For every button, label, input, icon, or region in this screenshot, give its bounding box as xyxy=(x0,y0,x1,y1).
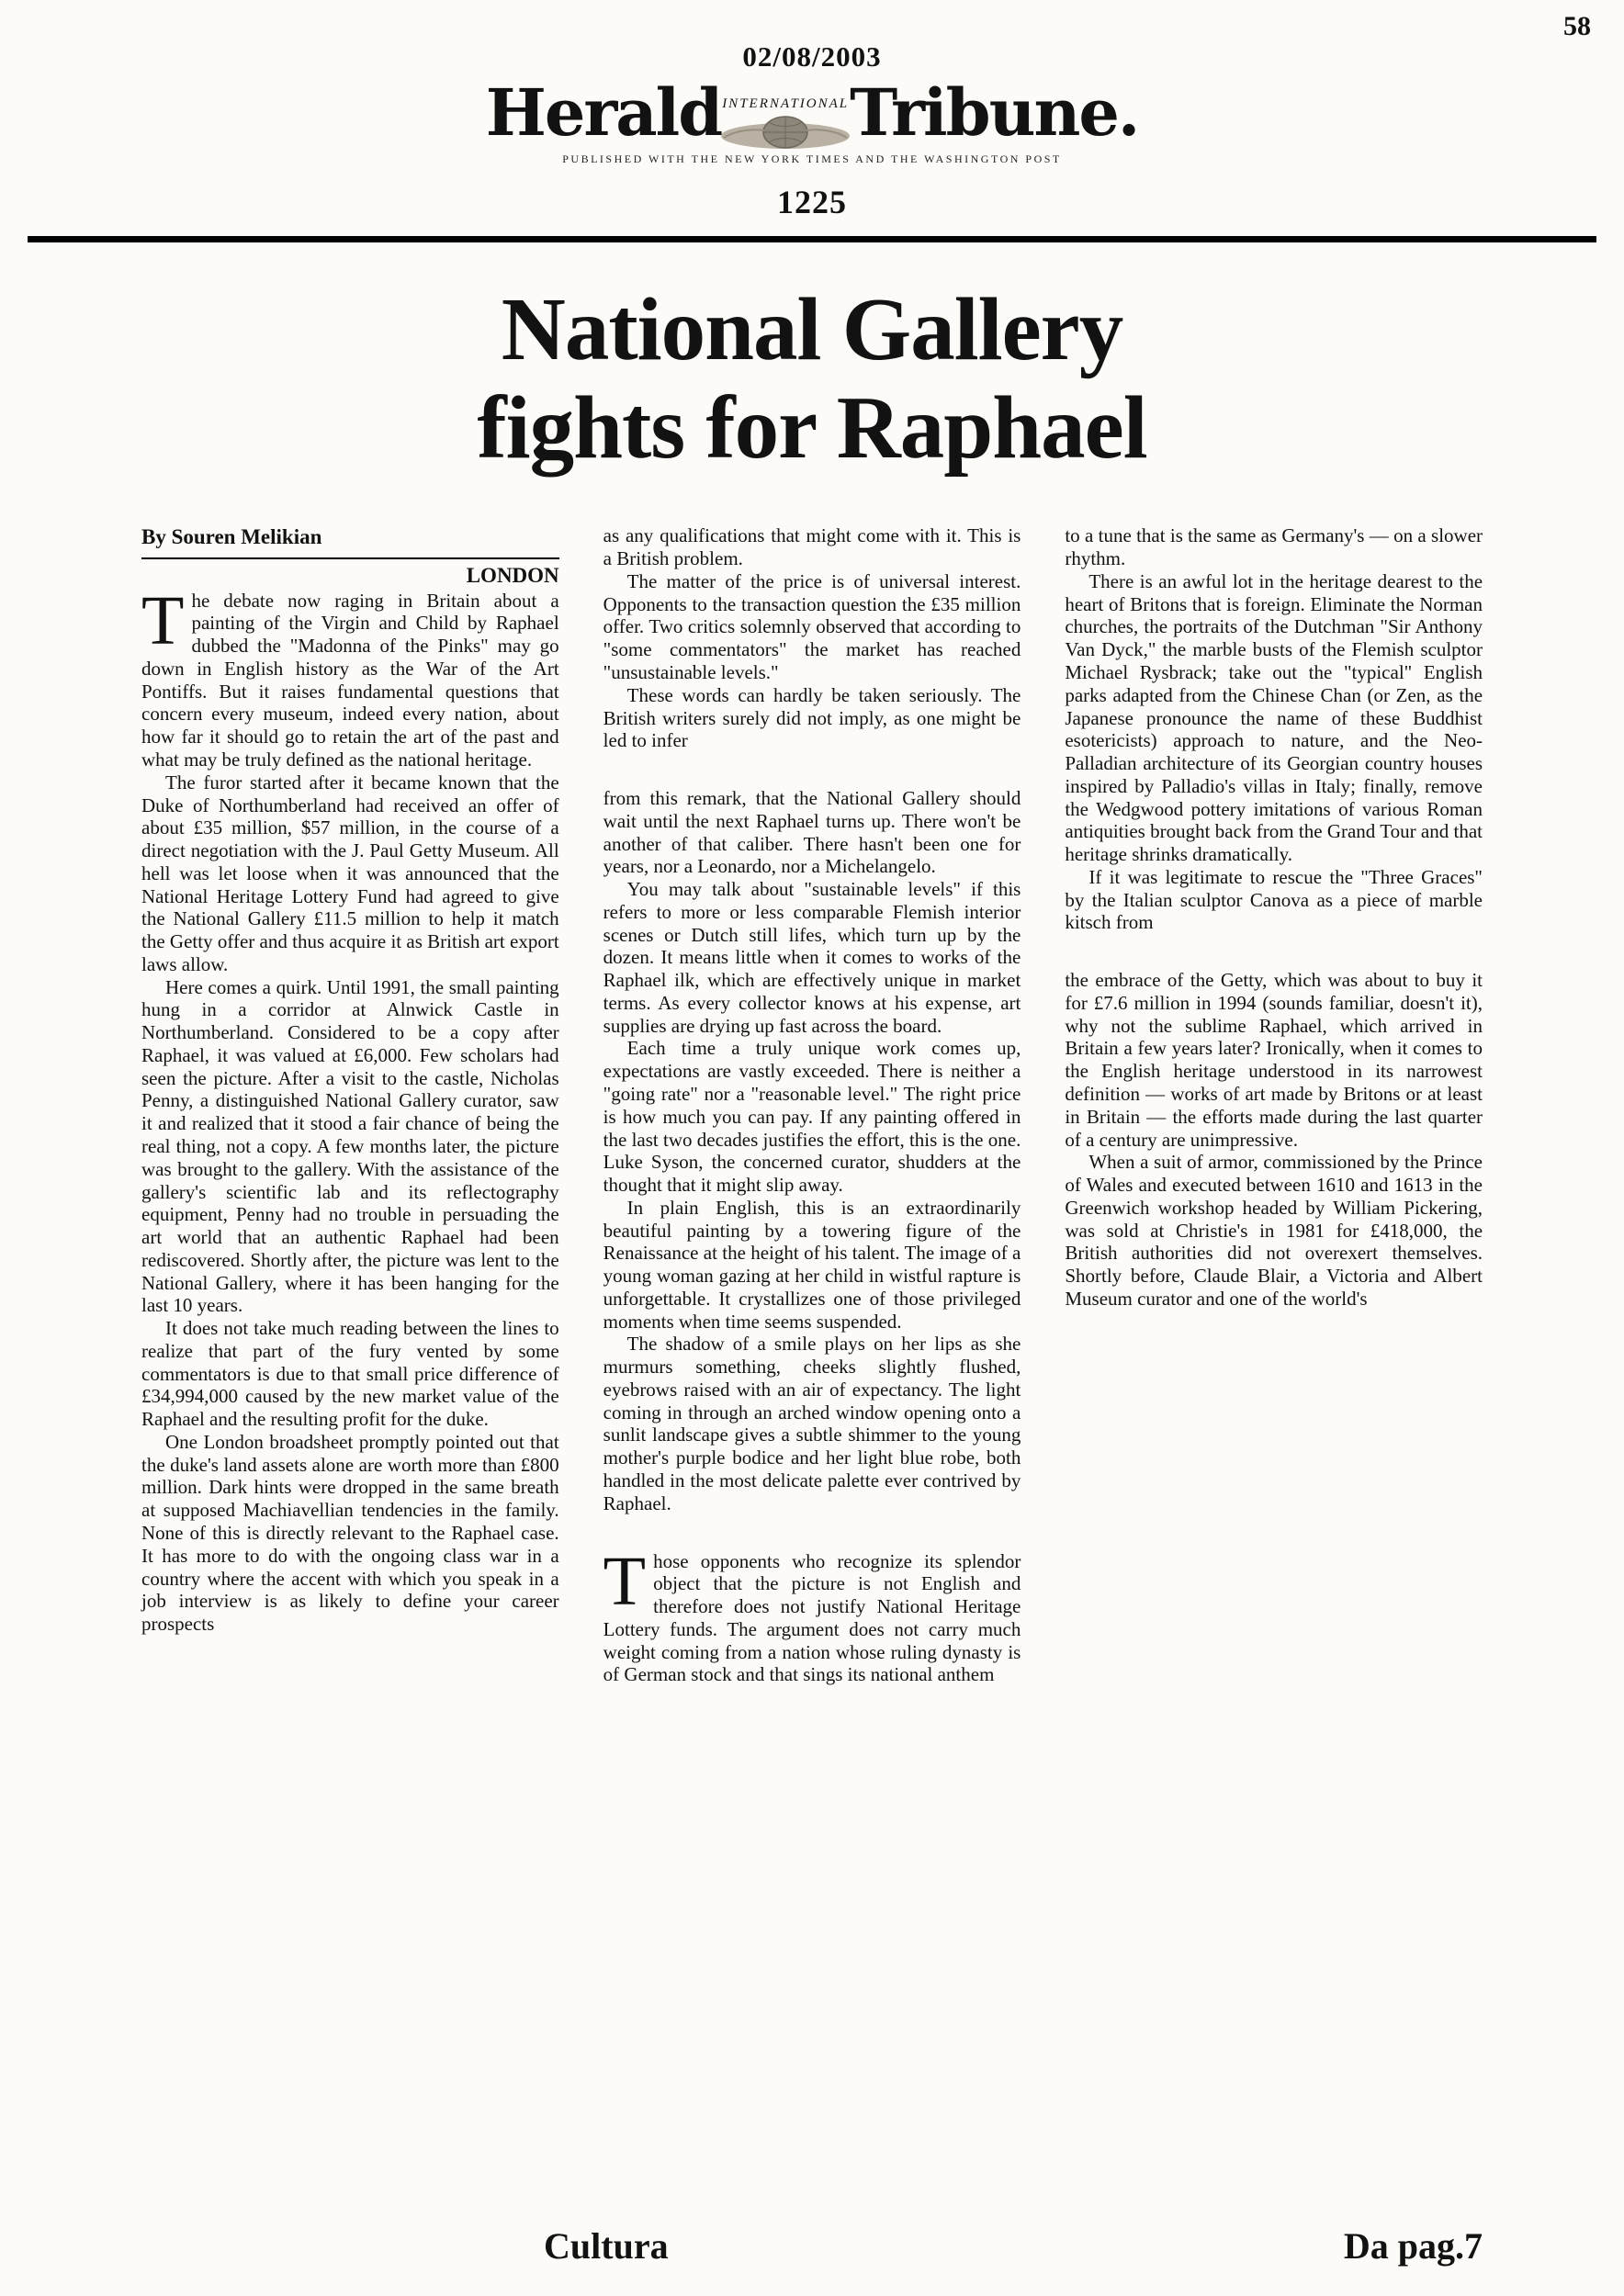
article-paragraph: It does not take much reading between the lines to realize that part of the fury vented by some commentators is due to that small price difference of £34,994,000 caused by the new market value of the Raphael and the resulting profit for the duke. xyxy=(141,1317,559,1431)
section-label: Cultura xyxy=(544,2225,669,2267)
page-footer xyxy=(141,2224,1483,2272)
article-headline xyxy=(28,281,1596,477)
byline: By Souren Melikian xyxy=(141,525,322,549)
article-paragraph: as any qualifications that might come with it. This is a British problem. xyxy=(603,524,1021,570)
issue-date: 02/08/2003 xyxy=(742,40,882,73)
article-paragraph: One London broadsheet promptly pointed out that the duke's land assets alone are worth more than £800 million. Dark hints were dropped in the same breath at supposed Machiavellian tendencies in the family. None of this is directly relevant to the Raphael case. It has more to do with the ongoing class war in a country where the accent with which you speak in a job interview is as likely to define your career prospects xyxy=(141,1430,559,1636)
drop-cap: T xyxy=(603,1542,647,1620)
article-paragraph: The matter of the price is of universal interest. Opponents to the transaction question the £35 million offer. Two critics solemnly observed that according to "some commentators" the market has reached "unsustainable levels." xyxy=(603,569,1021,683)
sheet-number: 58 xyxy=(1563,11,1591,41)
masthead-center-block xyxy=(712,96,859,151)
article-column-1 xyxy=(141,524,559,1686)
article-column-2 xyxy=(603,524,1021,1686)
article-column-3 xyxy=(1065,524,1483,1686)
article-paragraph: There is an awful lot in the heritage dearest to the heart of Britons that is foreign. Eliminate the Norman churches, the portraits of the Dutchman "Sir Anthony Van Dyck," the marble busts of the Flemish sculptor Michael Rysbrack; take out the "typical" English parks adapted from the Chinese Chan (or Zen, as the Japanese pronounce the name of these Buddhist esotericists) approach to nature, and the Neo-Palladian architecture of its Georgian country houses inspired by Palladio's villas in Italy; finally, remove the Wedgwood pottery imitations of various Roman antiquities brought back from the Grand Tour and that heritage shrinks dramatically. xyxy=(1065,569,1483,866)
edition-number: 1225 xyxy=(777,184,847,220)
article-paragraph xyxy=(603,1542,1021,1687)
article-paragraph xyxy=(141,581,559,771)
article-paragraph: These words can hardly be taken seriously. The British writers surely did not imply, as one might be led to infer xyxy=(603,683,1021,752)
headline-line-2: fights for Raphael xyxy=(477,377,1147,477)
paragraph-text: hose opponents who recognize its splendor object that the picture is not English and therefore does not justify National Heritage Lottery funds. The argument does not carry much weight coming from a nation whose ruling dynasty is of German stock and that sings its national anthem xyxy=(603,1549,1021,1686)
article-paragraph: The furor started after it became known that the Duke of Northumberland had received an offer of about £35 million, $57 million, in the course of a direct negotiation with the J. Paul Getty Museum. All hell was let loose when it was announced that the National Heritage Lottery Fund had agreed to give the National Gallery £11.5 million to help it match the Getty offer and thus acquire it as British art export laws allow. xyxy=(141,771,559,975)
drop-cap: T xyxy=(141,581,185,659)
article-paragraph: from this remark, that the National Gallery should wait until the next Raphael turns up. There won't be another of that caliber. There hasn't been one for years, nor a Leonardo, nor a Michelangelo. xyxy=(603,787,1021,878)
byline-rule xyxy=(141,557,559,559)
article-paragraph: The shadow of a smile plays on her lips as she murmurs something, cheeks slightly flushed, eyebrows raised with an air of expectancy. The light coming in through an arched window opening onto a sunlit landscape gives a subtle shimmer to the young mother's purple bodice and her light blue robe, both handled in the most delicate palette ever contrived by Raphael. xyxy=(603,1333,1021,1514)
article-paragraph: to a tune that is the same as Germany's — on a slower rhythm. xyxy=(1065,524,1483,570)
masthead-herald-wordmark: Herald xyxy=(485,74,722,151)
masthead-tagline: PUBLISHED WITH THE NEW YORK TIMES AND THE WASHINGTON POST xyxy=(562,152,1062,165)
page-reference: Da pag.7 xyxy=(1343,2225,1483,2267)
article-paragraph: When a suit of armor, commissioned by the Prince of Wales and executed between 1610 and 1613 in the Greenwich workshop headed by William Pickering, was sold at Christie's in 1981 for £418,000, the British authorities did not overexert themselves. Shortly before, Claude Blair, a Victoria and Albert Museum curator and one of the world's xyxy=(1065,1151,1483,1310)
header-rule xyxy=(28,236,1596,242)
article-paragraph: If it was legitimate to rescue the "Three Graces" by the Italian sculptor Canova as a piece of marble kitsch from xyxy=(1065,865,1483,934)
article-paragraph: Each time a truly unique work comes up, expectations are vastly exceeded. There is neither a "going rate" nor a "reasonable level." The right price is how much you can pay. If any painting offered in the last two decades justifies the effort, this is the one. Luke Syson, the concerned curator, shudders at the thought that it might slip away. xyxy=(603,1037,1021,1197)
masthead-tribune-wordmark: Tribune. xyxy=(850,74,1139,151)
masthead-globe-ornament xyxy=(716,112,854,151)
masthead xyxy=(28,74,1596,151)
article-paragraph: Here comes a quirk. Until 1991, the small painting hung in a corridor at Alnwick Castle in Northumberland. Considered to be a copy after Raphael, it was valued at £6,000. Few scholars had seen the picture. After a visit to the castle, Nicholas Penny, a distinguished National Gallery curator, saw it and realized that it stood a fair chance of being the real thing, not a copy. A few months later, the picture was brought to the gallery. With the assistance of the gallery's scientific lab and its reflectography equipment, Penny had no trouble in persuading the art world that an authentic Raphael had been rediscovered. Shortly after, the picture was lent to the National Gallery, where it has been hanging for the last 10 years. xyxy=(141,975,559,1317)
article-paragraph: In plain English, this is an extraordinarily beautiful painting by a towering figure of the Renaissance at the height of his talent. The image of a young woman gazing at her child in wistful rapture is unforgettable. It crystallizes one of those privileged moments when time seems suspended. xyxy=(603,1196,1021,1333)
article-body xyxy=(141,524,1483,1686)
masthead-international-label: INTERNATIONAL xyxy=(722,96,850,111)
dateline: LONDON xyxy=(466,563,559,587)
article-paragraph: You may talk about "sustainable levels" if this refers to more or less comparable Flemish interior scenes or Dutch still lifes, which turn up by the dozen. It means little when it comes to works of the Raphael ilk, which are effectively unique in market terms. As every collector knows at his expense, art supplies are drying up fast across the board. xyxy=(603,878,1021,1037)
paragraph-text: he debate now raging in Britain about a painting of the Virgin and Child by Raphael dubbed the "Madonna of the Pinks" may go down in English history as the War of the Art Pontiffs. But it raises fundamental questions that concern every museum, indeed every nation, about how far it should go to retain the art of the past and what may be truly defined as the national heritage. xyxy=(141,589,559,771)
headline-line-1: National Gallery xyxy=(501,280,1123,378)
article-paragraph: the embrace of the Getty, which was about to buy it for £7.6 million in 1994 (sounds familiar, doesn't it), why not the sublime Raphael, which arrived in Britain a few years later? Ironically, when it comes to the English heritage understood in its narrowest definition — works of art made by Britons or at least in Britain — the efforts made during the last quarter of a century are unimpressive. xyxy=(1065,969,1483,1151)
